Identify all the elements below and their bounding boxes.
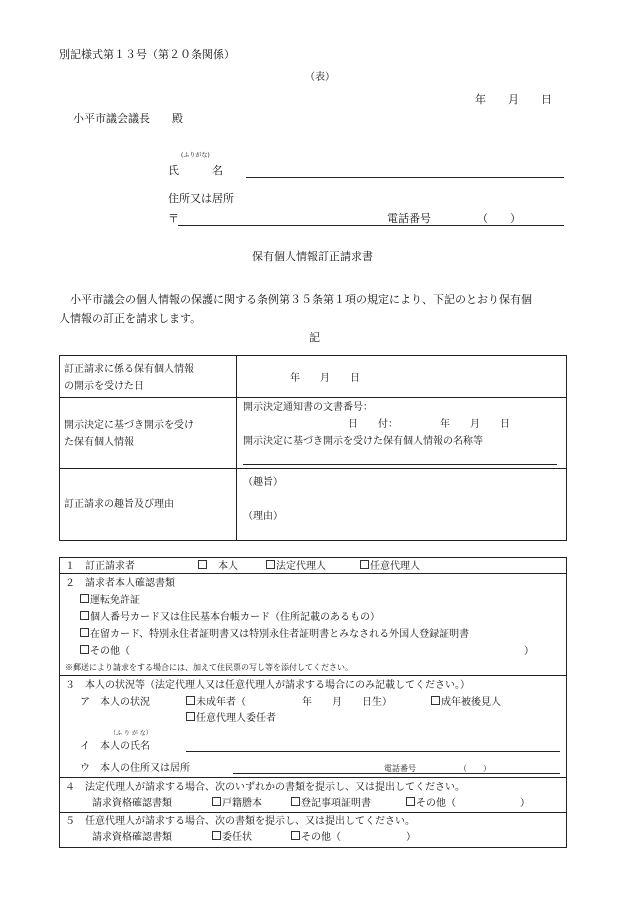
intro-text-line2: 人情報の訂正を請求します。 — [59, 312, 202, 325]
option-label: 運転免許証 — [90, 595, 140, 606]
option-label: 任意代理人委任者 — [196, 713, 276, 724]
principal-furigana-label: （ふ り が な） — [110, 730, 152, 737]
info-name-field[interactable] — [243, 464, 557, 465]
checkbox[interactable] — [360, 560, 369, 569]
table-row-separator — [59, 468, 567, 469]
checkbox[interactable] — [431, 696, 440, 705]
option-self[interactable] — [198, 560, 238, 573]
row3-label: 訂正請求の趣旨及び理由 — [64, 499, 174, 510]
table-row-separator — [59, 397, 567, 398]
notice-doc-number-field[interactable]: 開示決定通知書の文書番号： — [243, 402, 373, 413]
other-doc-close: ） — [406, 832, 416, 843]
phone-label: 電話番号 — [387, 212, 431, 225]
purpose-field[interactable]: （趣旨） — [243, 477, 283, 488]
name-label: 氏 名 — [168, 164, 223, 177]
submission-date: 年 月 日 — [475, 93, 552, 106]
notice-date-label: 日 付： — [348, 419, 398, 430]
section3-heading: ３ 本人の状況等（法定代理人又は任意代理人が請求する場合にのみ記載してください。） — [65, 680, 470, 691]
section2-heading: ２ 請求者本人確認書類 — [65, 578, 175, 589]
section4-docs-label: 請求資格確認書類 — [92, 798, 172, 809]
postal-mark: 〒 — [168, 212, 179, 225]
option-mynumber-card[interactable] — [80, 611, 380, 624]
reason-field[interactable]: （理由） — [243, 511, 283, 522]
option-drivers-license[interactable] — [80, 594, 140, 607]
principal-status-label: ア 本人の状況 — [80, 697, 150, 708]
principal-phone-label: 電話番号 — [384, 764, 416, 773]
ki-label: 記 — [309, 331, 320, 344]
option-adult-ward[interactable] — [431, 696, 501, 709]
principal-name-label: イ 本人の氏名 — [80, 741, 150, 752]
principal-name-field[interactable] — [186, 751, 560, 752]
mail-note: ※郵送により請求をする場合には、加えて住民票の写し等を添付してください。 — [65, 663, 353, 672]
checkbox[interactable] — [406, 797, 415, 806]
form-number: 別記様式第１３号（第２０条関係） — [59, 48, 235, 61]
option-label: 任意代理人 — [370, 561, 420, 572]
row1-label: 訂正請求に係る保有個人情報 — [64, 364, 194, 375]
table-row-separator — [59, 812, 567, 813]
option-label: 委任状 — [222, 832, 252, 843]
checkbox[interactable] — [212, 831, 221, 840]
option-legal-rep[interactable] — [266, 560, 326, 573]
other-id-close: ） — [524, 646, 534, 657]
option-other-doc[interactable] — [291, 831, 341, 844]
checkbox[interactable] — [212, 797, 221, 806]
option-label: 法定代理人 — [276, 561, 326, 572]
option-label: 成年被後見人 — [441, 697, 501, 708]
option-residence-card[interactable] — [80, 628, 469, 641]
furigana-label: (ふりがな) — [181, 152, 210, 159]
option-label: 本人 — [208, 561, 238, 572]
option-label: 登記事項証明書 — [301, 798, 371, 809]
other-doc-close: ） — [520, 798, 530, 809]
option-family-register[interactable] — [212, 797, 262, 810]
name-field[interactable] — [246, 177, 564, 178]
table-divider — [236, 355, 237, 541]
principal-address-label: ウ 本人の住所又は居所 — [80, 763, 190, 774]
minor-birthdate[interactable]: 年 月 日生） — [302, 697, 392, 708]
checkbox[interactable] — [291, 831, 300, 840]
checkbox[interactable] — [80, 645, 89, 654]
option-label: 戸籍謄本 — [222, 798, 262, 809]
section1-heading: １ 訂正請求者 — [65, 561, 135, 572]
option-label: 個人番号カード又は住民基本台帳カード（住所記載のあるもの） — [90, 612, 380, 623]
option-voluntary-rep[interactable] — [360, 560, 420, 573]
notice-date-field[interactable]: 年 月 日 — [440, 419, 510, 430]
phone-parens: （ ） — [477, 212, 521, 225]
option-label: 未成年者（ — [196, 697, 246, 708]
table-row-separator — [59, 675, 567, 676]
checkbox[interactable] — [80, 611, 89, 620]
option-other-doc[interactable] — [406, 797, 456, 810]
row2-label: た保有個人情報 — [64, 437, 134, 448]
row1-label: の開示を受けた日 — [64, 381, 144, 392]
checkbox[interactable] — [198, 560, 207, 569]
option-label: 在留カード、特別永住者証明書又は特別永住者証明書とみなされる外国人登録証明書 — [90, 629, 470, 640]
addressee: 小平市議会議長 殿 — [73, 112, 183, 125]
option-registry-certificate[interactable] — [291, 797, 371, 810]
checkbox[interactable] — [266, 560, 275, 569]
checkbox[interactable] — [80, 594, 89, 603]
option-label: その他（ — [301, 832, 341, 843]
option-principal[interactable] — [186, 712, 276, 725]
row2-label: 開示決定に基づき開示を受け — [64, 420, 194, 431]
checkbox[interactable] — [186, 712, 195, 721]
section4-heading: ４ 法定代理人が請求する場合、次のいずれかの書類を提示し、又は提出してください。 — [65, 782, 465, 793]
checkbox[interactable] — [291, 797, 300, 806]
section5-heading: ５ 任意代理人が請求する場合、次の書類を提示し、又は提出してください。 — [65, 816, 415, 827]
option-minor[interactable] — [186, 696, 246, 709]
address-label: 住所又は居所 — [168, 192, 234, 205]
option-label: その他（ — [416, 798, 456, 809]
info-name-label: 開示決定に基づき開示を受けた保有個人情報の名称等 — [243, 436, 483, 447]
document-title: 保有個人情報訂正請求書 — [252, 250, 373, 263]
disclosure-date-field[interactable]: 年 月 日 — [290, 373, 360, 384]
option-label: その他（ — [90, 646, 130, 657]
option-power-of-attorney[interactable] — [212, 831, 252, 844]
option-other-id[interactable] — [80, 645, 130, 658]
checkbox[interactable] — [80, 628, 89, 637]
table-row-separator — [59, 573, 567, 574]
principal-phone-parens: （ ） — [459, 764, 491, 773]
checkbox[interactable] — [186, 696, 195, 705]
intro-text-line1: 小平市議会の個人情報の保護に関する条例第３５条第１項の規定により、下記のとおり保有個 — [59, 293, 532, 306]
section5-docs-label: 請求資格確認書類 — [92, 832, 172, 843]
table-row-separator — [59, 777, 567, 778]
form-side-label: （表） — [305, 72, 335, 83]
